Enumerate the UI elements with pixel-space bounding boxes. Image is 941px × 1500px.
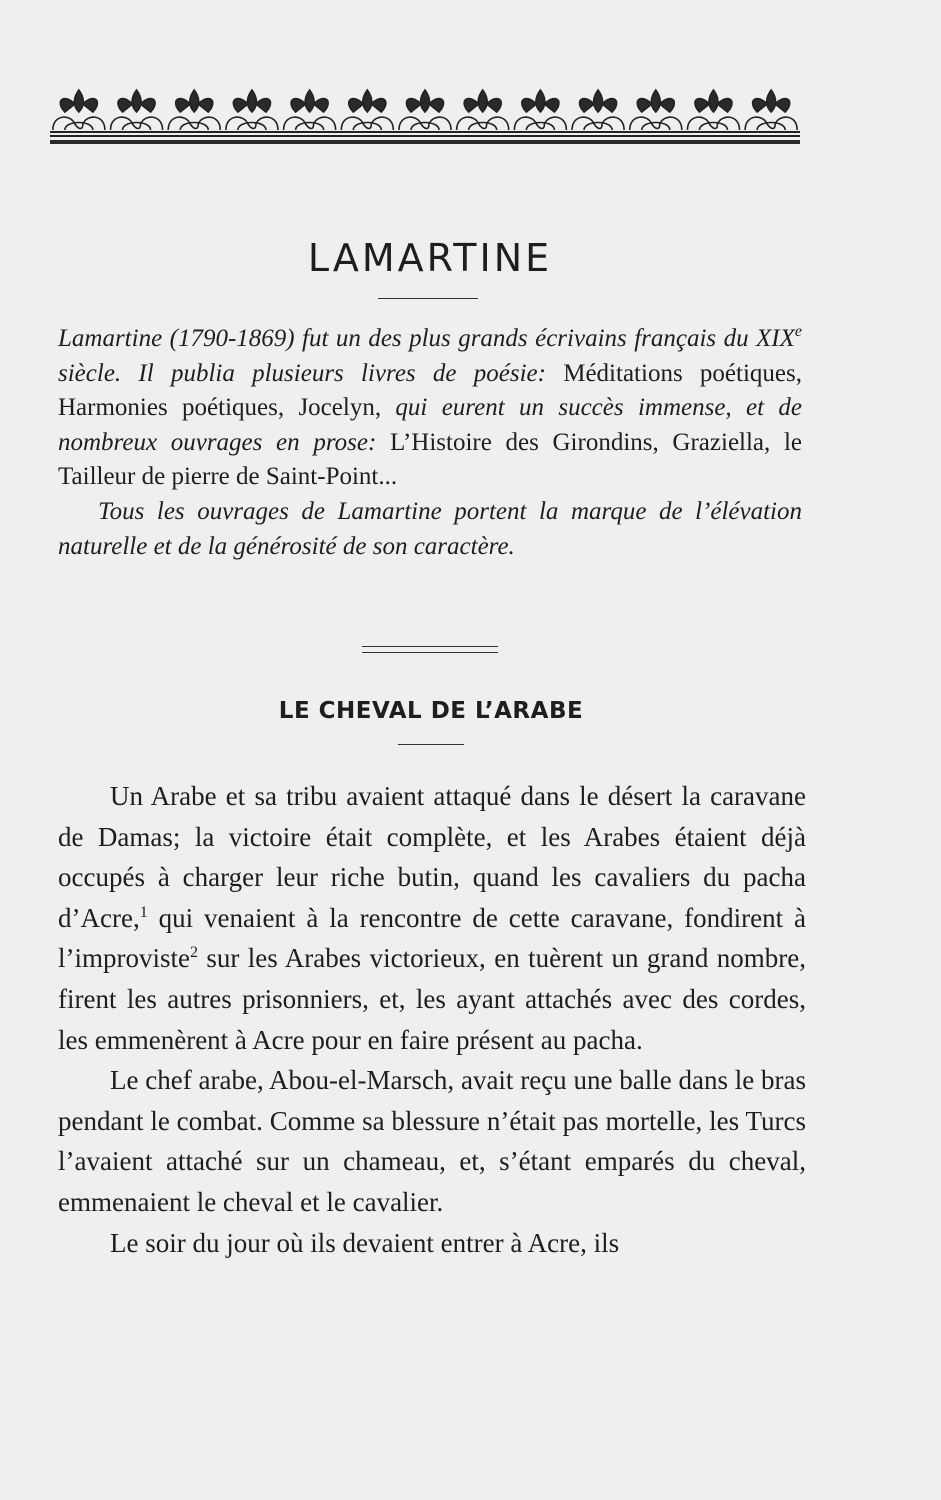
fleuron-unit (53, 90, 105, 130)
section-divider-bottom (362, 652, 498, 653)
biography-segment: siècle. Il publia plusieurs livres de poésie: (58, 359, 564, 387)
story-title-divider (398, 744, 464, 745)
story-paragraph-1 (58, 776, 806, 1060)
fleuron-unit (226, 90, 278, 130)
fleuron-unit (284, 90, 336, 130)
story-segment: 1 (139, 903, 148, 921)
fleuron-unit (514, 90, 566, 130)
story-paragraph-3: Le soir du jour où ils devaient entrer à Acre, ils (110, 1227, 620, 1258)
biography-paragraph (58, 322, 802, 495)
story-segment: Un Arabe et sa tribu avaient attaqué dans le désert la caravane de Damas; la victoire était complète, et les Arabes étaient déjà occupés à charger leur riche butin, quand les cavaliers du pacha d’Acre, (58, 781, 806, 933)
title-divider (378, 298, 478, 299)
story-title: LE CHEVAL DE L’ARABE (278, 698, 584, 724)
fleuron-unit (572, 90, 624, 130)
story-segment: sur les Arabes victorieux, en tuèrent un grand nombre, firent les autres prisonniers, et, les ayant attachés avec des cordes, les emmenèrent à Acre pour en faire présent au pacha. (58, 943, 806, 1055)
fleuron-unit (745, 90, 797, 130)
fleuron-unit (457, 90, 509, 130)
fleuron-unit (168, 90, 220, 130)
biography-segment: e (794, 323, 802, 340)
fleuron-unit (630, 90, 682, 130)
section-divider-top (362, 646, 498, 647)
biography-summary: Tous les ouvrages de Lamartine portent la marque de l’élévation naturelle et de la générosité de son caractère. (58, 497, 802, 560)
biography-segment: Méditations poétiques, Harmonies poétiques, Jocelyn, (58, 359, 802, 422)
author-biography (58, 322, 802, 564)
biography-segment: Lamartine (1790-1869) fut un des plus grands écrivains français du XIX (58, 325, 795, 352)
biography-segment: L’Histoire des Girondins, Graziella, le Tailleur de pierre de Saint-Point... (58, 428, 802, 491)
fleuron-unit (687, 90, 739, 130)
story-paragraph-2: Le chef arabe, Abou-el-Marsch, avait reçu une balle dans le bras pendant le combat. Comme sa blessure n’était pas mortelle, les Turcs l’avaient attaché sur un chameau, et, s’étant emparés du cheval, emmenaient le cheval et le cavalier. (58, 1065, 806, 1217)
story-segment: qui venaient à la rencontre de cette caravane, fondirent à l’improviste (58, 902, 806, 974)
fleuron-unit (341, 90, 393, 130)
story-segment: 2 (189, 944, 198, 962)
fleuron-unit (399, 90, 451, 130)
story-text (58, 776, 806, 1263)
fleuron-unit (111, 90, 163, 130)
biography-segment: qui eurent un succès immense, et de nombreux ouvrages en prose: (58, 394, 803, 456)
author-title: LAMARTINE (307, 236, 553, 280)
fleuron-ornament-band (50, 84, 800, 146)
